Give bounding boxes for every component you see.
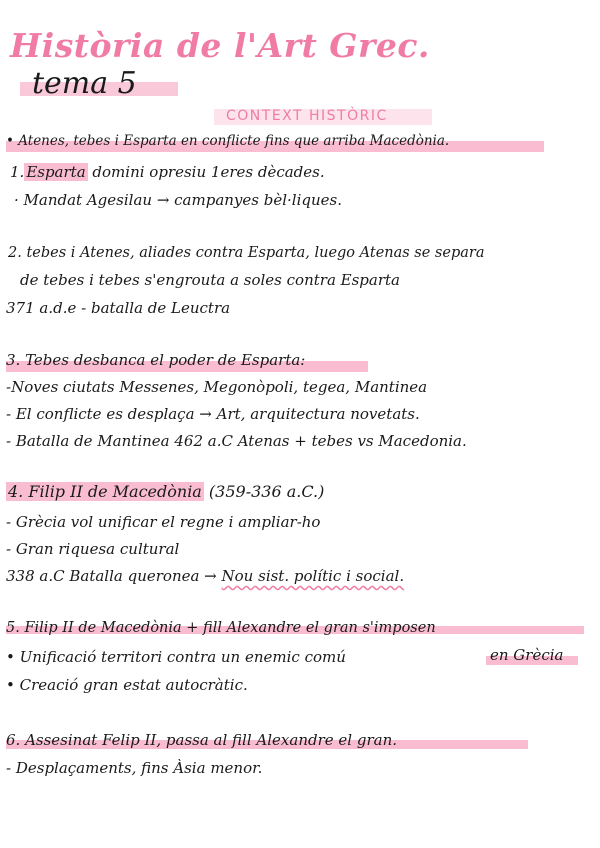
s2-line-2: de tebes i tebes s'engrouta a soles contra Esparta <box>20 271 400 289</box>
s4-line-2: - Gran riquesa cultural <box>6 540 180 558</box>
s2-line-1: 2. tebes i Atenes, aliades contra Esparta, luego Atenas se separa <box>8 245 485 261</box>
s3-heading: 3. Tebes desbanca el poder de Esparta: <box>6 351 306 369</box>
s1-number: 1. <box>10 163 25 181</box>
s3-line-1: -Noves ciutats Messenes, Megonòpoli, tegea, Mantinea <box>6 378 428 396</box>
s1-heading-rest: domini opresiu 1eres dècades. <box>87 163 325 181</box>
s4-heading-rest: (359-336 a.C.) <box>203 482 325 501</box>
s5-line-2: • Creació gran estat autocràtic. <box>6 676 248 694</box>
s3-line-3: - Batalla de Mantinea 462 a.C Atenas + tebes vs Macedonia. <box>6 432 467 450</box>
s5-line-1-right: en Grècia <box>490 646 564 664</box>
s6-line-1: - Desplaçaments, fins Àsia menor. <box>6 759 263 777</box>
s2-line-3: 371 a.d.e - batalla de Leuctra <box>6 299 231 317</box>
s4-line-3-b: Nou sist. polític i social. <box>221 567 405 585</box>
s3-line-2: - El conflicte es desplaça → Art, arquitectura novetats. <box>6 405 420 423</box>
s1-heading <box>10 162 325 182</box>
section-label: CONTEXT HISTÒRIC <box>226 108 388 124</box>
s4-heading <box>6 482 324 502</box>
s5-line-1: • Unificació territori contra un enemic comú <box>6 648 346 666</box>
page-title: Història de l'Art Grec. <box>10 26 430 65</box>
s4-line-3-a: 338 a.C Batalla queronea → <box>6 567 222 585</box>
s6-heading: 6. Assesinat Felip II, passa al fill Alexandre el gran. <box>6 731 397 749</box>
intro-line: • Atenes, tebes i Esparta en conflicte fins que arriba Macedònia. <box>6 133 450 149</box>
subtitle: tema 5 <box>32 66 137 101</box>
s4-heading-highlight: 4. Filip II de Macedònia <box>8 482 202 501</box>
s1-line-1: · Mandat Agesilau → campanyes bèl·liques. <box>14 191 342 209</box>
s1-heading-highlight: Esparta <box>26 163 86 181</box>
s4-line-3 <box>6 566 404 586</box>
s5-heading: 5. Filip II de Macedònia + fill Alexandre el gran s'imposen <box>6 620 436 636</box>
s4-line-1: - Grècia vol unificar el regne i ampliar-ho <box>6 513 321 531</box>
